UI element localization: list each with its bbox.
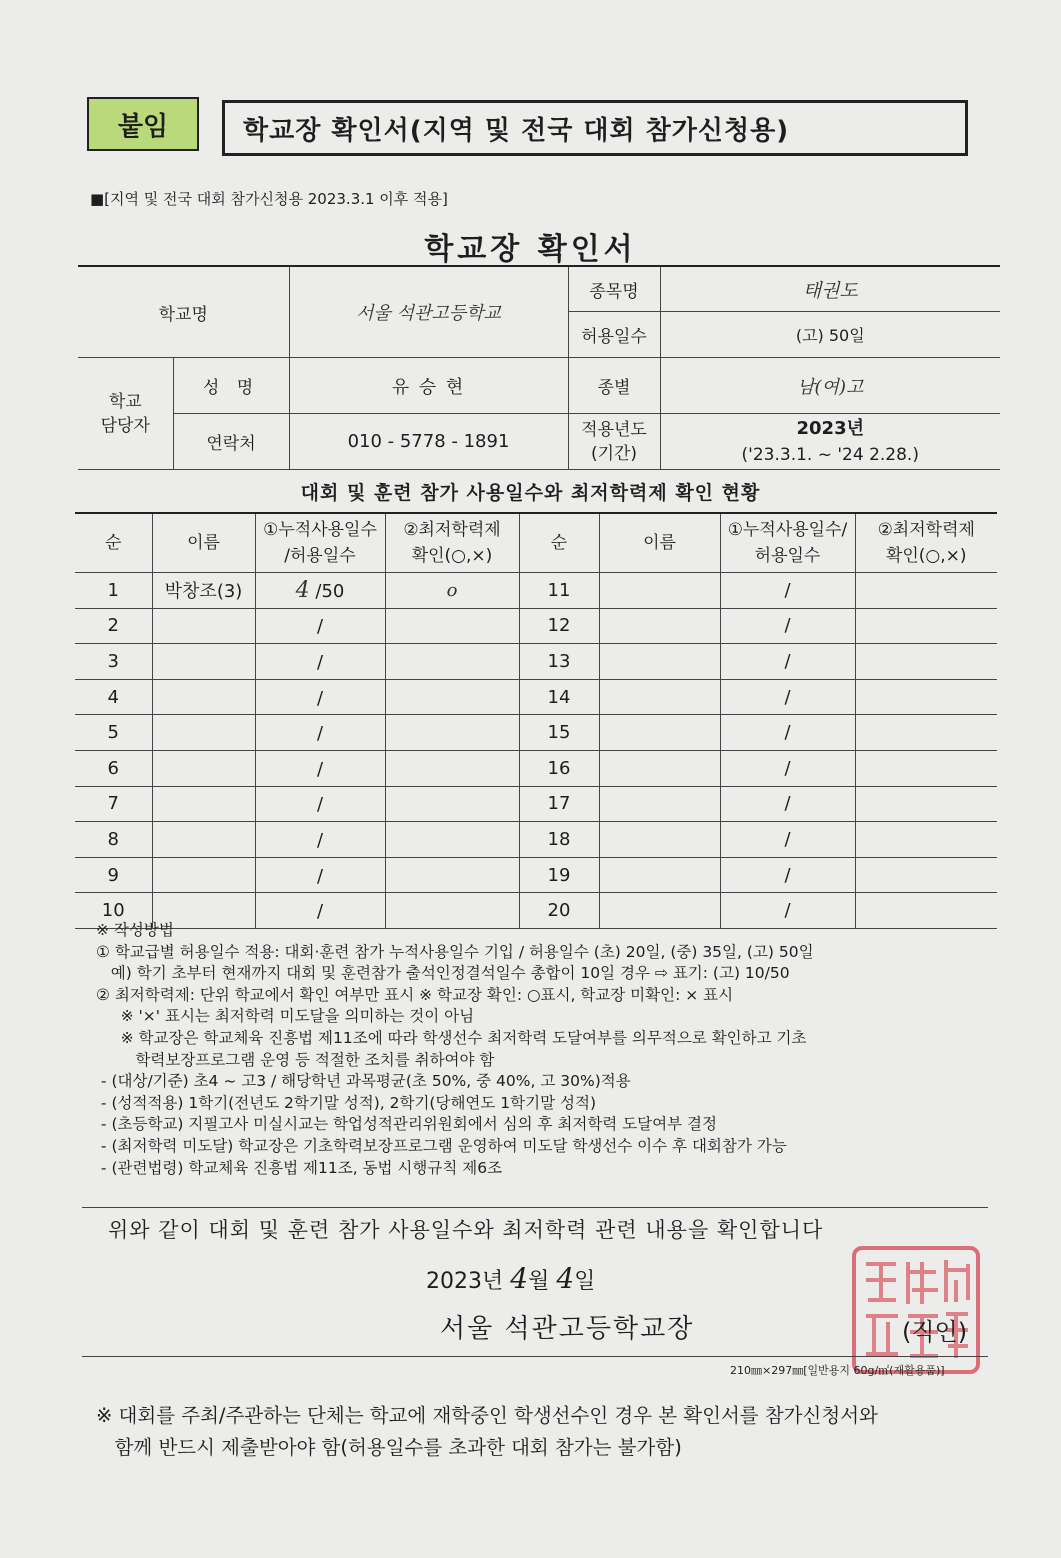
row-name: [152, 822, 255, 858]
row-name: [152, 679, 255, 715]
row-check: [385, 750, 519, 786]
row-check: [385, 715, 519, 751]
row-no: 10: [75, 893, 152, 929]
header-name: 이름: [152, 513, 255, 573]
divider: [82, 1207, 988, 1208]
row-no: 3: [75, 644, 152, 680]
row-check: [385, 608, 519, 644]
row-check: [855, 822, 997, 858]
row-check: [385, 644, 519, 680]
footer-line: 함께 반드시 제출받아야 함(허용일수를 초과한 대회 참가는 불가함): [96, 1436, 682, 1459]
limit-value: /: [316, 865, 324, 887]
row-name: 박창조(3): [152, 573, 255, 609]
table-row: [75, 608, 997, 644]
row-name: [599, 822, 720, 858]
period-value: ('23.3.1. ~ '24 2.28.): [741, 444, 919, 465]
name-value: 유 승 현: [289, 358, 568, 414]
row-no: 4: [75, 679, 152, 715]
row-used: [255, 679, 385, 715]
limit-value: /: [316, 758, 324, 780]
header-min-academic-2: ②최저학력제 확인(○,×): [855, 513, 997, 573]
row-name: [152, 608, 255, 644]
year-value: 2023년: [796, 417, 864, 439]
row-check: [385, 679, 519, 715]
table-row: [75, 857, 997, 893]
contact-label: 연락처: [173, 414, 289, 470]
instruction-line: - (최저학력 미도달) 학교장은 기초학력보장프로그램 운영하여 미도달 학생선수 이수 후 대회참가 가능: [96, 1136, 787, 1155]
row-used: [255, 715, 385, 751]
instruction-line: ② 최저학력제: 단위 학교에서 확인 여부만 표시 ※ 학교장 확인: ○표시, 학교장 미확인: × 표시: [96, 985, 734, 1004]
instruction-line: ※ 작성방법: [96, 921, 174, 939]
row-check: [385, 786, 519, 822]
row-no: 6: [75, 750, 152, 786]
days-value: (고) 50일: [660, 312, 1000, 358]
row-check: [855, 573, 997, 609]
row-used: [255, 786, 385, 822]
school-label: 학교명: [78, 266, 289, 358]
seal-glyph-icon: [856, 1250, 976, 1370]
days-label: 허용일수: [568, 312, 660, 358]
date-day-unit: 일: [574, 1269, 596, 1294]
row-name: [152, 857, 255, 893]
confirm-statement: 위와 같이 대회 및 훈련 참가 사용일수와 최저학력 관련 내용을 확인합니다: [108, 1218, 824, 1242]
section-title: 대회 및 훈련 참가 사용일수와 최저학력제 확인 현황: [300, 482, 761, 504]
instruction-line: 예) 학기 초부터 현재까지 대회 및 훈련참가 출석인정결석일수 총합이 10일 경우 ⇨ 표기: (고) 10/50: [96, 964, 790, 983]
gender-label: 종별: [568, 358, 660, 414]
instruction-line: 학력보장프로그램 운영 등 적절한 조치를 취하여야 함: [96, 1050, 495, 1069]
used-days-value: 4: [295, 577, 310, 603]
usage-table: [75, 512, 997, 929]
row-no: 16: [519, 750, 599, 786]
row-name: [599, 679, 720, 715]
limit-value: /: [316, 901, 324, 923]
row-check: [385, 822, 519, 858]
date-day: 4: [556, 1262, 575, 1295]
table-row: [75, 822, 997, 858]
row-limit: /: [720, 750, 855, 786]
row-name: [599, 573, 720, 609]
row-check: [855, 608, 997, 644]
row-limit: /: [720, 822, 855, 858]
divider: [82, 1356, 988, 1357]
instruction-line: ※ '×' 표시는 최저학력 미도달을 의미하는 것이 아님: [96, 1007, 475, 1026]
row-check: o: [385, 573, 519, 609]
row-no: 14: [519, 679, 599, 715]
row-limit: /: [720, 715, 855, 751]
row-name: [599, 644, 720, 680]
instruction-line: - (성적적용) 1학기(전년도 2학기말 성적), 2학기(당해연도 1학기말 성적): [96, 1093, 596, 1112]
footer-note: [96, 1400, 996, 1464]
table-row: [75, 786, 997, 822]
official-seal-stamp: [852, 1246, 980, 1374]
row-name: [152, 750, 255, 786]
row-no: 2: [75, 608, 152, 644]
header-no: 순: [75, 513, 152, 573]
limit-value: /: [316, 829, 324, 851]
header-used-days: ①누적사용일수 /허용일수: [255, 513, 385, 573]
row-used: [255, 750, 385, 786]
row-check: [855, 715, 997, 751]
row-name: [599, 608, 720, 644]
date-year: 2023년: [426, 1269, 504, 1294]
limit-value: /: [316, 651, 324, 673]
applied-note: ■[지역 및 전국 대회 참가신청용 2023.3.1 이후 적용]: [90, 190, 448, 208]
limit-value: /50: [315, 580, 345, 602]
paper-spec: 210㎜×297㎜[일반용지 60g/㎡(재활용품)]: [730, 1364, 945, 1377]
table-row: [75, 750, 997, 786]
row-limit: /: [720, 644, 855, 680]
form-title: 학교장 확인서: [424, 232, 637, 267]
instruction-line: ① 학교급별 허용일수 적용: 대회·훈련 참가 누적사용일수 기입 / 허용일수 (초) 20일, (중) 35일, (고) 50일: [96, 942, 814, 961]
header-used-days-2: ①누적사용일수/ 허용일수: [720, 513, 855, 573]
row-name: [599, 715, 720, 751]
row-no: 7: [75, 786, 152, 822]
seal-label: (직인): [902, 1318, 968, 1346]
header-no-2: 순: [519, 513, 599, 573]
row-check: [855, 644, 997, 680]
year-cell: [660, 414, 1000, 470]
header-min-academic: ②최저학력제 확인(○,×): [385, 513, 519, 573]
row-limit: /: [720, 608, 855, 644]
row-limit: /: [720, 573, 855, 609]
header-name-2: 이름: [599, 513, 720, 573]
row-no: 13: [519, 644, 599, 680]
row-used: [255, 857, 385, 893]
row-used: [255, 644, 385, 680]
instructions: [96, 920, 996, 1179]
footer-line: ※ 대회를 주최/주관하는 단체는 학교에 재학중인 학생선수인 경우 본 확인서를 참가신청서와: [96, 1404, 878, 1427]
row-name: [152, 644, 255, 680]
row-name: [152, 715, 255, 751]
instruction-line: ※ 학교장은 학교체육 진흥법 제11조에 따라 학생선수 최저학력 도달여부를 의무적으로 확인하고 기초: [96, 1028, 807, 1047]
row-used: [255, 822, 385, 858]
limit-value: /: [316, 616, 324, 638]
instruction-line: - (대상/기준) 초4 ~ 고3 / 해당학년 과목평균(초 50%, 중 40%, 고 30%)적용: [96, 1072, 631, 1091]
row-limit: /: [720, 679, 855, 715]
row-no: 12: [519, 608, 599, 644]
table-row: [75, 715, 997, 751]
table-row: [75, 679, 997, 715]
event-value: 태권도: [660, 266, 1000, 312]
date-month-unit: 월: [528, 1269, 550, 1294]
name-label: 성 명: [173, 358, 289, 414]
row-name: [152, 786, 255, 822]
row-limit: /: [720, 786, 855, 822]
limit-value: /: [316, 723, 324, 745]
row-limit: /: [720, 893, 855, 929]
row-check: [855, 786, 997, 822]
table-row: [75, 573, 997, 609]
row-no: 1: [75, 573, 152, 609]
row-no: 17: [519, 786, 599, 822]
row-check: [855, 857, 997, 893]
row-used: [255, 573, 385, 609]
row-used: [255, 608, 385, 644]
row-check: [855, 679, 997, 715]
manager-label: 학교 담당자: [78, 358, 173, 470]
row-limit: /: [720, 857, 855, 893]
row-no: 15: [519, 715, 599, 751]
date-month: 4: [510, 1262, 529, 1295]
row-no: 20: [519, 893, 599, 929]
confirm-date: [426, 1262, 595, 1295]
instruction-line: - (초등학교) 지필고사 미실시교는 학업성적관리위원회에서 심의 후 최저학력 도달여부 결정: [96, 1115, 717, 1134]
document-heading: 학교장 확인서(지역 및 전국 대회 참가신청용): [222, 100, 968, 156]
row-name: [599, 786, 720, 822]
school-name: 서울 석관고등학교: [289, 266, 568, 358]
row-no: 9: [75, 857, 152, 893]
limit-value: /: [316, 794, 324, 816]
instruction-line: - (관련법령) 학교체육 진흥법 제11조, 동법 시행규칙 제6조: [96, 1158, 503, 1177]
principal-name: 서울 석관고등학교장: [440, 1314, 695, 1344]
attachment-tag: 붙임: [87, 97, 199, 151]
row-no: 5: [75, 715, 152, 751]
row-check: [385, 857, 519, 893]
row-no: 8: [75, 822, 152, 858]
gender-value: 남(여)고: [660, 358, 1000, 414]
contact-value: 010 - 5778 - 1891: [289, 414, 568, 470]
row-name: [599, 857, 720, 893]
row-no: 19: [519, 857, 599, 893]
event-label: 종목명: [568, 266, 660, 312]
info-table: [78, 265, 1000, 470]
year-label: 적용년도 (기간): [568, 414, 660, 470]
row-name: [599, 750, 720, 786]
table-row: [75, 644, 997, 680]
row-no: 11: [519, 573, 599, 609]
row-check: [855, 750, 997, 786]
row-no: 18: [519, 822, 599, 858]
limit-value: /: [316, 687, 324, 709]
